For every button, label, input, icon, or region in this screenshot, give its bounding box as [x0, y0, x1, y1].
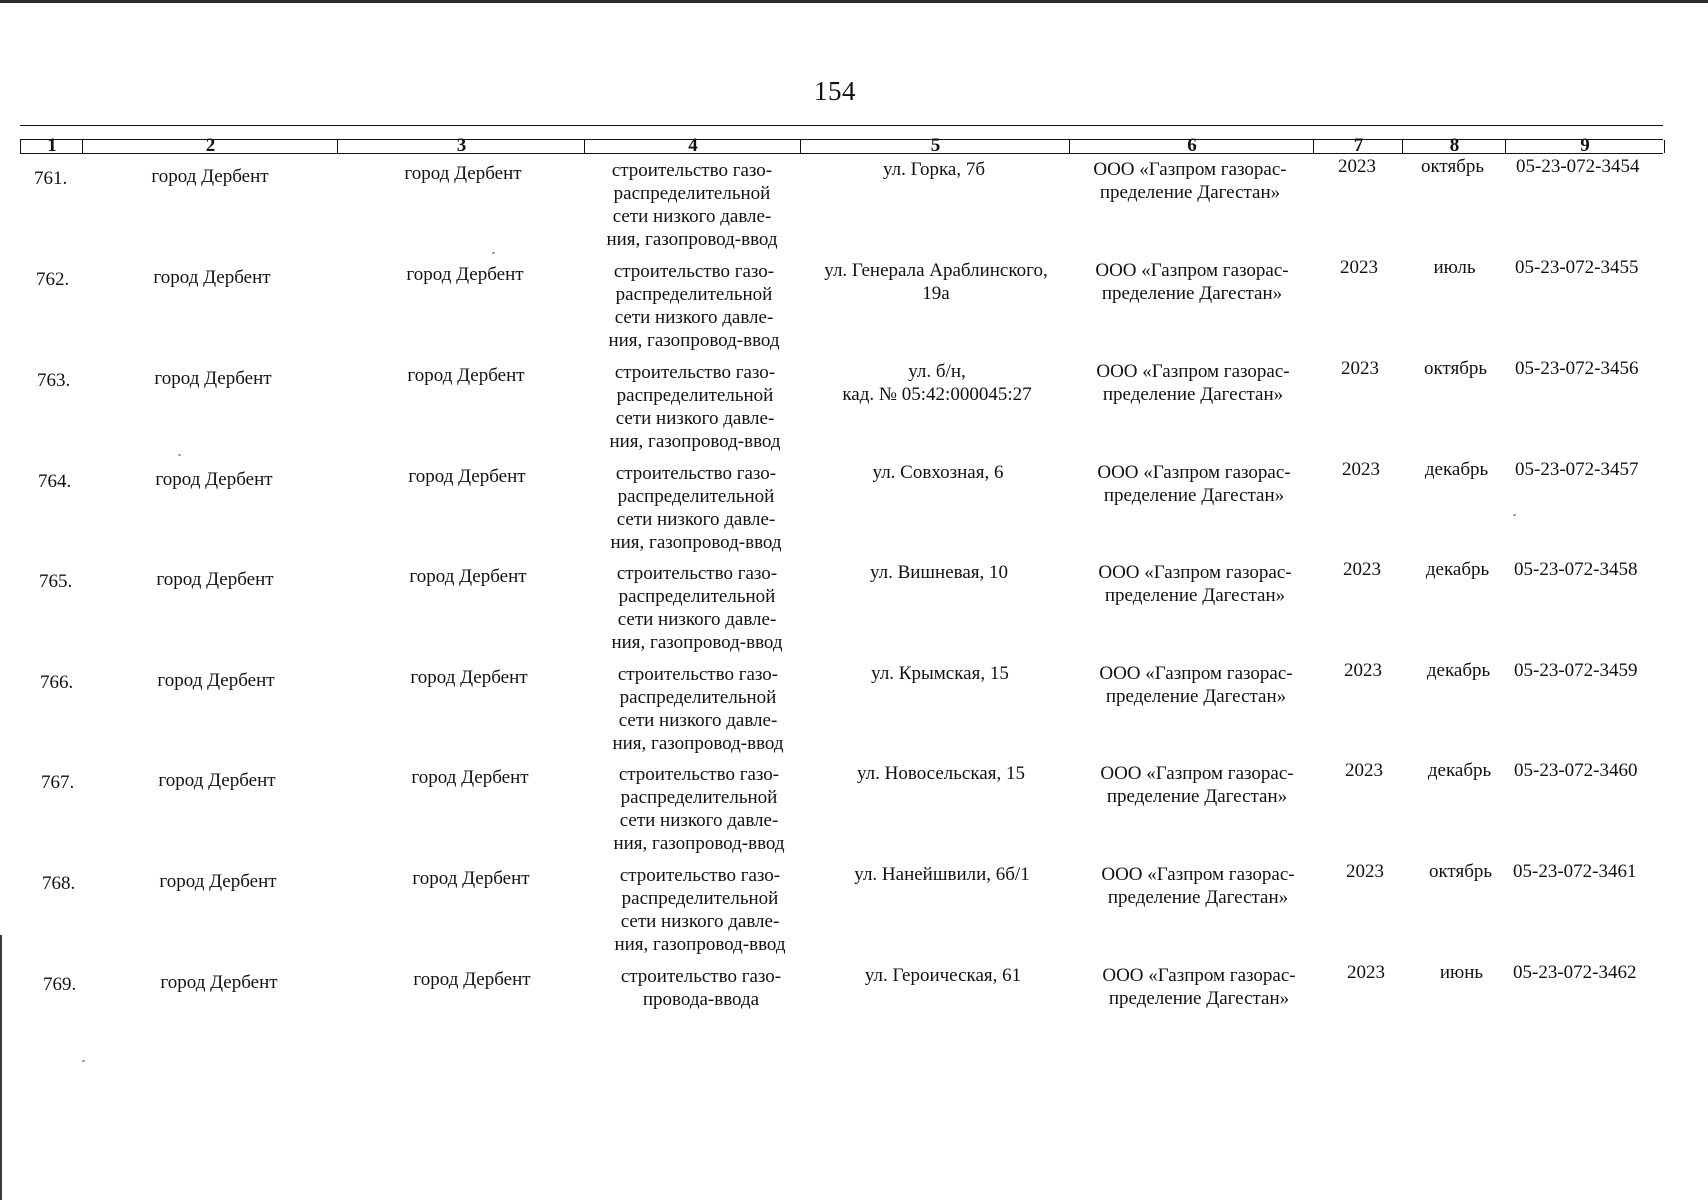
works-description-cell: [592, 663, 804, 755]
settlement-cell: город Дербент: [404, 163, 522, 184]
address-cell: [808, 863, 1076, 886]
organization-cell: [1070, 158, 1310, 204]
address-cell: [800, 158, 1068, 181]
address-cell-line: ул. Вишневая, 10: [869, 562, 1009, 583]
table-row: [0, 558, 1708, 658]
works-description-cell: [588, 260, 800, 352]
header-label: 2: [205, 135, 216, 156]
settlement-cell: город Дербент: [410, 667, 528, 688]
header-label: 9: [1580, 135, 1590, 156]
month-cell: октябрь: [1423, 358, 1488, 379]
table-row: [0, 256, 1708, 356]
works-description-cell-line: сети низкого давле-: [612, 206, 772, 227]
address-cell-line: ул. Героическая, 61: [864, 965, 1022, 986]
organization-cell-line: ООО «Газпром газорас-: [1095, 260, 1289, 281]
address-cell-line: 19а: [922, 283, 950, 304]
settlement-cell: город Дербент: [411, 767, 529, 788]
municipality-cell: город Дербент: [160, 972, 278, 993]
works-description-cell-line: ния, газопровод-ввод: [610, 532, 782, 553]
header-label: 3: [456, 135, 467, 156]
row-number: 768.: [42, 873, 76, 894]
year-cell: 2023: [1341, 358, 1379, 379]
year-cell: 2023: [1346, 861, 1384, 882]
organization-cell-line: ООО «Газпром газорас-: [1097, 462, 1291, 483]
works-description-cell-line: распределительной: [618, 586, 776, 607]
works-description-cell-line: сети низкого давле-: [617, 609, 777, 630]
organization-cell-line: пределение Дагестан»: [1099, 182, 1281, 203]
organization-cell: [1074, 461, 1314, 507]
year-cell: 2023: [1347, 962, 1385, 983]
row-number: 769.: [43, 974, 77, 995]
scan-speck: [82, 1060, 85, 1062]
month-cell: октябрь: [1420, 156, 1485, 177]
works-description-cell-line: строительство газо-: [611, 160, 773, 181]
table-row: [0, 357, 1708, 457]
address-cell-line: ул. Крымская, 15: [871, 663, 1009, 684]
works-description-cell-line: сети низкого давле-: [615, 408, 775, 429]
table-row: [0, 155, 1708, 255]
organization-cell-line: пределение Дагестан»: [1102, 384, 1284, 405]
works-description-cell-line: распределительной: [616, 385, 774, 406]
table-row: [0, 759, 1708, 859]
works-description-cell: [595, 965, 807, 1011]
municipality-cell: город Дербент: [157, 670, 275, 691]
works-description-cell-line: распределительной: [619, 687, 777, 708]
address-cell: [802, 259, 1070, 305]
organization-cell-line: ООО «Газпром газорас-: [1101, 864, 1295, 885]
scan-speck: [1513, 514, 1516, 516]
organization-cell-line: пределение Дагестан»: [1105, 686, 1287, 707]
header-label: 8: [1449, 135, 1460, 156]
settlement-cell: город Дербент: [409, 566, 527, 587]
month-cell: июль: [1433, 257, 1476, 278]
row-number: 767.: [41, 772, 75, 793]
works-description-cell-line: распределительной: [613, 183, 771, 204]
works-description-cell: [591, 562, 803, 654]
organization-cell: [1078, 863, 1318, 909]
organization-cell-line: ООО «Газпром газорас-: [1096, 361, 1290, 382]
year-cell: 2023: [1343, 559, 1381, 580]
year-cell: 2023: [1345, 760, 1383, 781]
works-description-cell-line: ния, газопровод-ввод: [614, 934, 786, 955]
code-cell: 05-23-072-3457: [1515, 459, 1639, 480]
address-cell: [806, 662, 1074, 685]
row-number: 763.: [37, 370, 71, 391]
month-cell: декабрь: [1426, 660, 1491, 681]
address-cell-line: ул. Нанейшвили, 6б/1: [854, 864, 1030, 885]
organization-cell: [1073, 360, 1313, 406]
organization-cell-line: пределение Дагестан»: [1103, 485, 1285, 506]
municipality-cell: город Дербент: [151, 166, 269, 187]
organization-cell-line: пределение Дагестан»: [1101, 283, 1283, 304]
organization-cell-line: ООО «Газпром газорас-: [1099, 663, 1293, 684]
header-label: 7: [1353, 135, 1364, 156]
municipality-cell: город Дербент: [153, 267, 271, 288]
header-label: 1: [47, 135, 57, 156]
row-number: 761.: [34, 168, 68, 189]
works-description-cell-line: распределительной: [615, 284, 773, 305]
month-cell: декабрь: [1427, 760, 1492, 781]
works-description-cell-line: сети низкого давле-: [619, 810, 779, 831]
works-description-cell-line: сети низкого давле-: [620, 911, 780, 932]
code-cell: 05-23-072-3454: [1516, 156, 1640, 177]
works-description-cell: [594, 864, 806, 956]
table-row: [0, 659, 1708, 759]
works-description-cell-line: строительство газо-: [619, 865, 781, 886]
organization-cell-line: ООО «Газпром газорас-: [1098, 562, 1292, 583]
year-cell: 2023: [1340, 257, 1378, 278]
code-cell: 05-23-072-3459: [1514, 660, 1638, 681]
header-label: 6: [1187, 135, 1197, 156]
works-description-cell-line: ния, газопровод-ввод: [609, 431, 781, 452]
year-cell: 2023: [1338, 156, 1376, 177]
address-cell-line: ул. б/н,: [908, 361, 966, 382]
works-description-cell: [589, 361, 801, 453]
month-cell: октябрь: [1428, 861, 1493, 882]
organization-cell-line: ООО «Газпром газорас-: [1093, 159, 1287, 180]
works-description-cell-line: строительство газо-: [617, 664, 779, 685]
organization-cell: [1079, 964, 1319, 1010]
works-description-cell-line: распределительной: [617, 486, 775, 507]
works-description-cell-line: ния, газопровод-ввод: [611, 632, 783, 653]
organization-cell-line: пределение Дагестан»: [1108, 988, 1290, 1009]
organization-cell-line: пределение Дагестан»: [1107, 887, 1289, 908]
municipality-cell: город Дербент: [158, 770, 276, 791]
month-cell: декабрь: [1425, 559, 1490, 580]
works-description-cell-line: провода-ввода: [642, 989, 760, 1010]
month-cell: июнь: [1439, 962, 1484, 983]
works-description-cell-line: сети низкого давле-: [616, 509, 776, 530]
year-cell: 2023: [1344, 660, 1382, 681]
address-cell-line: ул. Генерала Араблинского,: [824, 260, 1048, 281]
code-cell: 05-23-072-3461: [1513, 861, 1637, 882]
code-cell: 05-23-072-3455: [1515, 257, 1639, 278]
address-cell-line: кад. № 05:42:000045:27: [842, 384, 1032, 405]
organization-cell-line: пределение Дагестан»: [1106, 786, 1288, 807]
municipality-cell: город Дербент: [154, 368, 272, 389]
address-cell: [804, 461, 1072, 484]
address-cell: [807, 762, 1075, 785]
works-description-cell-line: строительство газо-: [614, 362, 776, 383]
row-number: 766.: [40, 672, 74, 693]
organization-cell-line: ООО «Газпром газорас-: [1100, 763, 1294, 784]
address-cell: [803, 360, 1071, 406]
scan-speck: [178, 454, 181, 456]
works-description-cell: [586, 159, 798, 251]
works-description-cell-line: ния, газопровод-ввод: [606, 229, 778, 250]
works-description-cell-line: сети низкого давле-: [614, 307, 774, 328]
works-description-cell-line: строительство газо-: [620, 966, 782, 987]
year-cell: 2023: [1342, 459, 1380, 480]
works-description-cell-line: ния, газопровод-ввод: [608, 330, 780, 351]
table-row: [0, 860, 1708, 960]
row-number: 765.: [39, 571, 73, 592]
organization-cell-line: пределение Дагестан»: [1104, 585, 1286, 606]
address-cell: [805, 561, 1073, 584]
code-cell: 05-23-072-3462: [1513, 962, 1637, 983]
address-cell-line: ул. Новосельская, 15: [857, 763, 1025, 784]
works-description-cell-line: ния, газопровод-ввод: [613, 833, 785, 854]
settlement-cell: город Дербент: [408, 466, 526, 487]
works-description-cell: [590, 462, 802, 554]
works-description-cell-line: строительство газо-: [618, 764, 780, 785]
organization-cell-line: ООО «Газпром газорас-: [1102, 965, 1296, 986]
works-description-cell-line: строительство газо-: [613, 261, 775, 282]
organization-cell: [1072, 259, 1312, 305]
works-description-cell: [593, 763, 805, 855]
table-row: [0, 458, 1708, 558]
settlement-cell: город Дербент: [413, 969, 531, 990]
municipality-cell: город Дербент: [156, 569, 274, 590]
row-number: 762.: [36, 269, 70, 290]
code-cell: 05-23-072-3456: [1515, 358, 1639, 379]
organization-cell: [1076, 662, 1316, 708]
page-number: 154: [814, 76, 856, 106]
month-cell: декабрь: [1424, 459, 1489, 480]
works-description-cell-line: распределительной: [620, 787, 778, 808]
works-description-cell-line: сети низкого давле-: [618, 710, 778, 731]
works-description-cell-line: ния, газопровод-ввод: [612, 733, 784, 754]
code-cell: 05-23-072-3460: [1514, 760, 1638, 781]
municipality-cell: город Дербент: [159, 871, 277, 892]
settlement-cell: город Дербент: [412, 868, 530, 889]
table-row: [0, 961, 1708, 1061]
settlement-cell: город Дербент: [406, 264, 524, 285]
scan-speck: [492, 252, 495, 254]
address-cell-line: ул. Совхозная, 6: [872, 462, 1004, 483]
organization-cell: [1077, 762, 1317, 808]
settlement-cell: город Дербент: [407, 365, 525, 386]
organization-cell: [1075, 561, 1315, 607]
row-number: 764.: [38, 471, 72, 492]
works-description-cell-line: распределительной: [621, 888, 779, 909]
header-label: 5: [930, 135, 941, 156]
address-cell: [809, 964, 1077, 987]
works-description-cell-line: строительство газо-: [616, 563, 778, 584]
code-cell: 05-23-072-3458: [1514, 559, 1638, 580]
header-label: 4: [688, 135, 698, 156]
municipality-cell: город Дербент: [155, 469, 273, 490]
works-description-cell-line: строительство газо-: [615, 463, 777, 484]
address-cell-line: ул. Горка, 7б: [882, 159, 985, 180]
